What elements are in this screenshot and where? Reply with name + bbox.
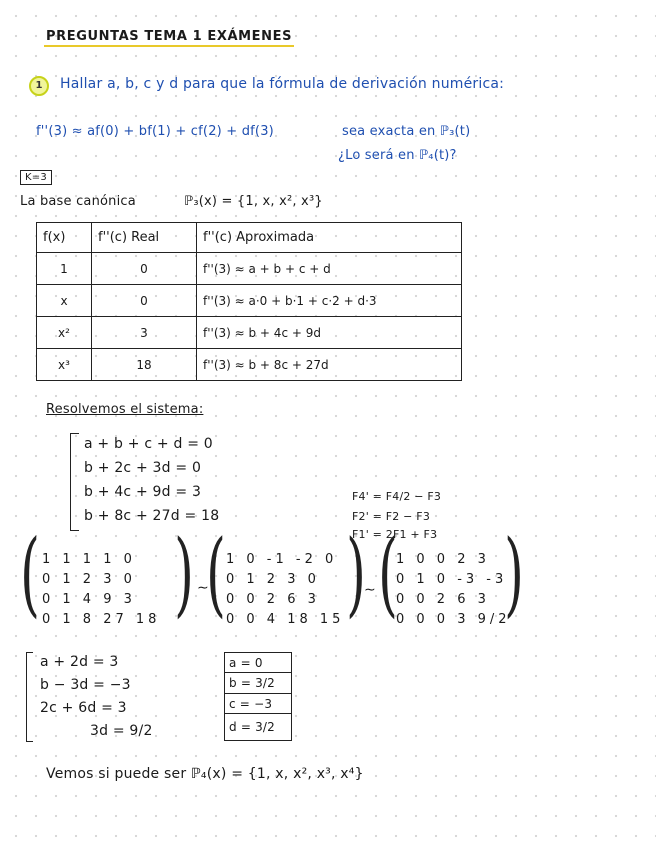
question-statement: Hallar a, b, c y d para que la fórmula de derivación numérica: [60,76,505,92]
table-header-cell: f(x) [37,223,92,253]
basis-label: La base canónica [20,194,136,209]
table-cell: 3 [92,317,197,349]
table-cell: 1 [37,253,92,285]
table-row [37,349,462,381]
right-paren: ) [504,520,524,627]
table-cell: f''(3) ≈ b + 4c + 9d [197,317,462,349]
matrix-row: 0 0 4 18 15 [226,612,345,627]
row-operation: F2' = F2 − F3 [352,510,431,523]
basis-formula: ℙ₃(x) = {1, x, x², x³} [184,194,323,209]
system-bracket [70,433,79,531]
matrix-row: 0 1 0 -3 -3 [396,572,508,587]
matrix-row: 1 1 1 1 0 [42,552,136,567]
row-operation: F4' = F4/2 − F3 [352,490,442,503]
table-row [37,285,462,317]
system-equation: b + 4c + 9d = 3 [84,484,202,500]
system-equation: b + 8c + 27d = 18 [84,508,220,524]
solution-boxes [224,653,292,741]
reduced-equation: 3d = 9/2 [90,723,153,739]
k-label: K=3 [20,170,52,185]
table-header-row [37,223,462,253]
table-header-cell: f''(c) Aproximada [197,223,462,253]
table-cell: 0 [92,285,197,317]
system-equation: b + 2c + 3d = 0 [84,460,202,476]
left-paren: ( [20,520,40,627]
system-equation: a + b + c + d = 0 [84,436,213,452]
table-cell: x [37,285,92,317]
solution-a: a = 0 [224,652,292,674]
table-cell: x² [37,317,92,349]
table-cell: 18 [92,349,197,381]
solution-b: b = 3/2 [224,672,292,694]
matrix-row: 1 0 -1 -2 0 [226,552,338,567]
right-paren: ) [346,520,366,627]
matrix-row: 0 0 0 3 9/2 [396,612,511,627]
solution-d: d = 3/2 [224,713,292,741]
matrix-row: 0 0 2 6 3 [396,592,490,607]
resolve-label: Resolvemos el sistema: [46,402,204,417]
derivation-formula: f''(3) ≈ af(0) + bf(1) + cf(2) + df(3) [36,124,274,139]
reduced-equation: b − 3d = −3 [40,677,131,693]
derivative-table [36,222,462,381]
table-cell: f''(3) ≈ a + b + c + d [197,253,462,285]
table-row [37,253,462,285]
matrix-row: 0 1 2 3 0 [42,572,136,587]
reduced-equation: 2c + 6d = 3 [40,700,127,716]
row-operation: F1' = 2F1 + F3 [352,528,438,541]
table-cell: f''(3) ≈ a·0 + b·1 + c·2 + d·3 [197,285,462,317]
matrix-row: 0 1 4 9 3 [42,592,136,607]
left-paren: ( [378,520,398,627]
table-row [37,317,462,349]
page-title: PREGUNTAS TEMA 1 EXÁMENES [44,29,294,47]
matrix-row: 0 1 8 27 18 [42,612,161,627]
reduced-system-bracket [26,652,33,742]
augmented-matrix-1 [18,520,194,632]
matrix-row: 0 1 2 3 0 [226,572,320,587]
reduced-equation: a + 2d = 3 [40,654,119,670]
table-header-cell: f''(c) Real [92,223,197,253]
solution-c: c = −3 [224,693,292,715]
augmented-matrix-2 [206,520,366,632]
matrix-row: 1 0 0 2 3 [396,552,490,567]
matrix-row: 0 0 2 6 3 [226,592,320,607]
exactness-condition: sea exacta en ℙ₃(t) [342,124,471,139]
table-cell: f''(3) ≈ b + 8c + 27d [197,349,462,381]
table-cell: 0 [92,253,197,285]
question-number-badge: 1 [29,76,49,96]
left-paren: ( [206,520,226,627]
right-paren: ) [174,520,194,627]
final-statement: Vemos si puede ser ℙ₄(x) = {1, x, x², x³, x⁴} [46,766,364,782]
equivalence-symbol: ∼ [197,580,209,596]
followup-question: ¿Lo será en ℙ₄(t)? [338,148,457,163]
equivalence-symbol: ∼ [364,582,376,598]
table-cell: x³ [37,349,92,381]
